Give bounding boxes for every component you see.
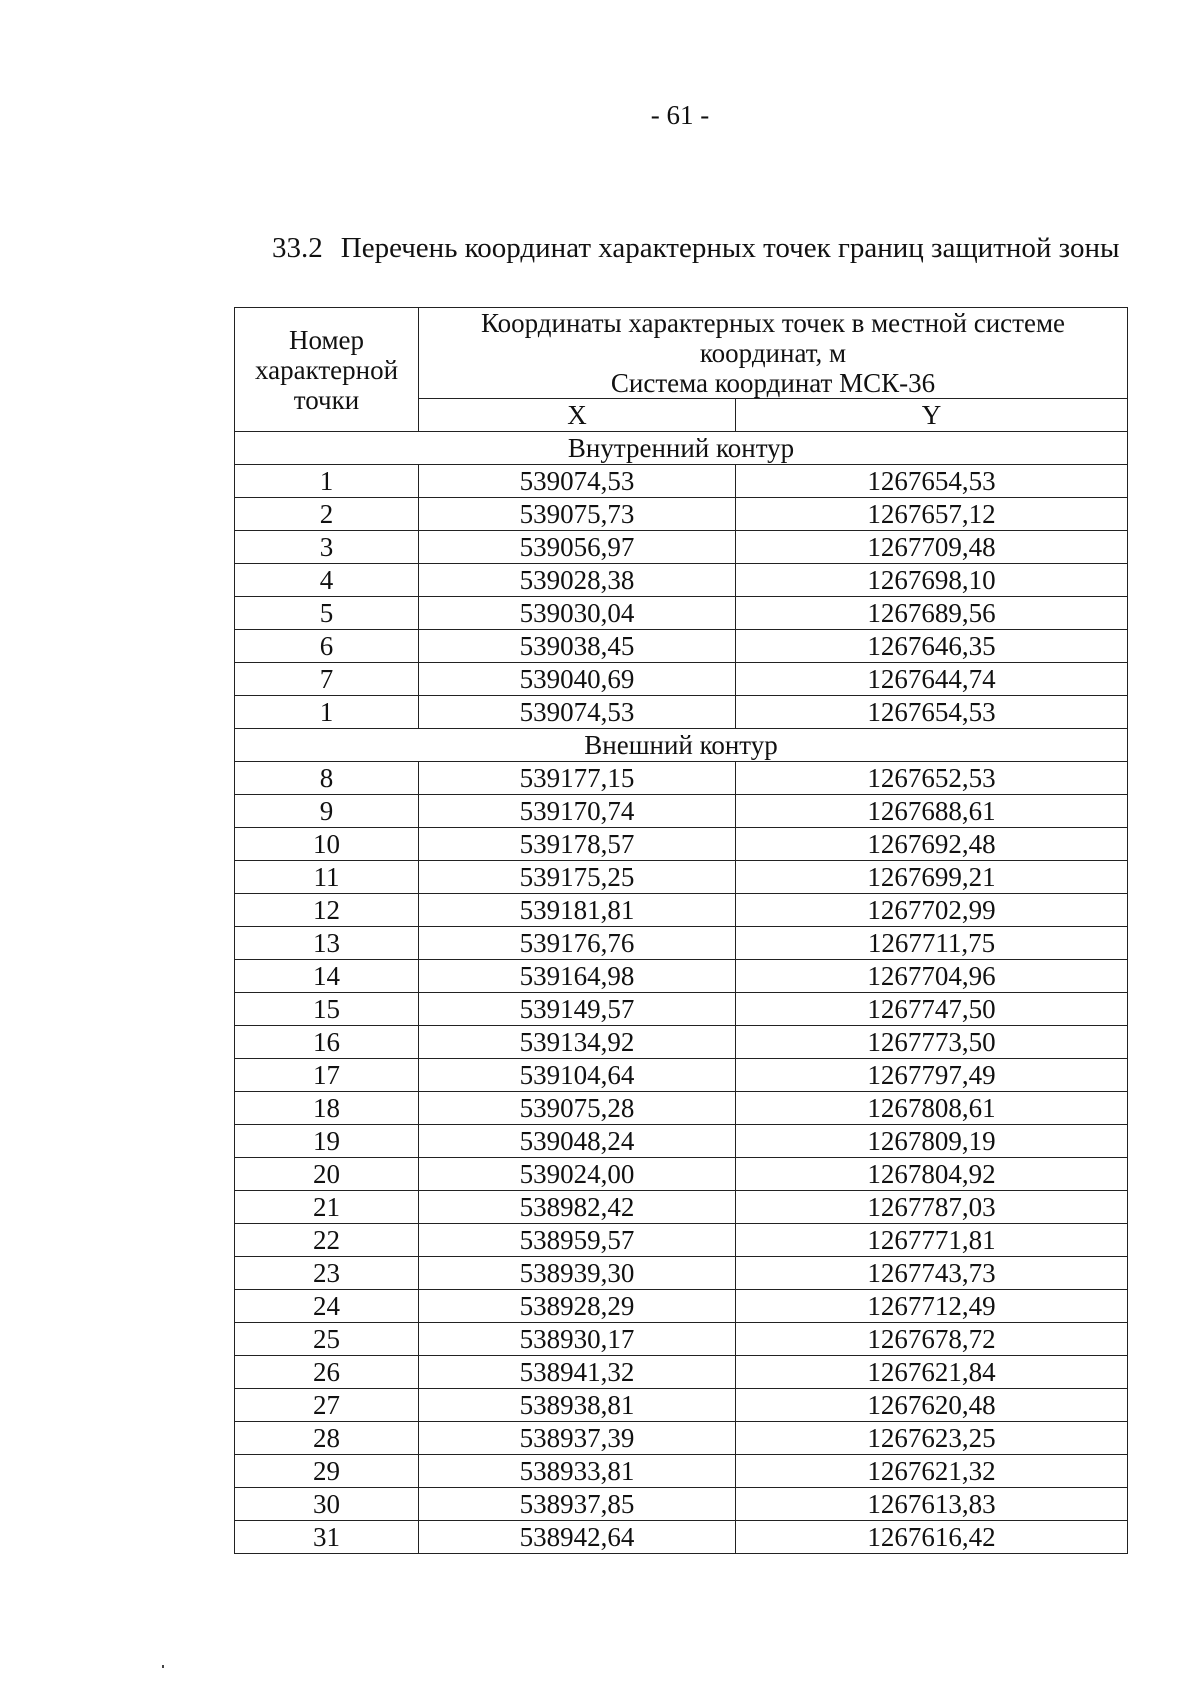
y-coordinate-cell: 1267652,53 <box>736 762 1128 795</box>
y-coordinate-cell: 1267616,42 <box>736 1521 1128 1554</box>
table-row <box>235 1389 1128 1422</box>
y-coordinate-cell: 1267804,92 <box>736 1158 1128 1191</box>
y-coordinate-cell: 1267702,99 <box>736 894 1128 927</box>
y-coordinate-cell: 1267709,48 <box>736 531 1128 564</box>
x-coordinate-cell: 539056,97 <box>419 531 736 564</box>
y-coordinate-cell: 1267654,53 <box>736 465 1128 498</box>
table-row <box>235 1488 1128 1521</box>
point-number-cell: 14 <box>235 960 419 993</box>
table-row <box>235 1125 1128 1158</box>
y-coordinate-cell: 1267657,12 <box>736 498 1128 531</box>
y-coordinate-cell: 1267623,25 <box>736 1422 1128 1455</box>
y-coordinate-cell: 1267620,48 <box>736 1389 1128 1422</box>
table-row <box>235 795 1128 828</box>
x-coordinate-cell: 539170,74 <box>419 795 736 828</box>
x-coordinate-cell: 539181,81 <box>419 894 736 927</box>
coordinates-title: Координаты характерных точек в местной системе координат, м <box>480 308 1066 368</box>
table-row <box>235 564 1128 597</box>
point-number-cell: 16 <box>235 1026 419 1059</box>
y-coordinate-cell: 1267743,73 <box>736 1257 1128 1290</box>
y-coordinate-cell: 1267712,49 <box>736 1290 1128 1323</box>
point-number-cell: 11 <box>235 861 419 894</box>
table-row <box>235 531 1128 564</box>
table-row <box>235 1257 1128 1290</box>
coordinates-table <box>234 307 1128 1554</box>
x-coordinate-cell: 538982,42 <box>419 1191 736 1224</box>
y-column-header: Y <box>736 399 1128 432</box>
point-number-cell: 27 <box>235 1389 419 1422</box>
section-title: Перечень координат характерных точек границ защитной зоны <box>340 232 1120 264</box>
point-number-cell: 24 <box>235 1290 419 1323</box>
x-coordinate-cell: 539028,38 <box>419 564 736 597</box>
point-number-cell: 31 <box>235 1521 419 1554</box>
y-coordinate-cell: 1267692,48 <box>736 828 1128 861</box>
y-coordinate-cell: 1267621,32 <box>736 1455 1128 1488</box>
point-number-cell: 21 <box>235 1191 419 1224</box>
point-number-cell: 20 <box>235 1158 419 1191</box>
point-number-cell: 9 <box>235 795 419 828</box>
scan-mark <box>162 1665 164 1668</box>
x-coordinate-cell: 538941,32 <box>419 1356 736 1389</box>
section-number: 33.2 <box>272 232 323 264</box>
table-row <box>235 597 1128 630</box>
x-column-header: X <box>419 399 736 432</box>
y-coordinate-cell: 1267771,81 <box>736 1224 1128 1257</box>
table-row <box>235 1455 1128 1488</box>
table-row <box>235 927 1128 960</box>
table-row <box>235 993 1128 1026</box>
y-coordinate-cell: 1267698,10 <box>736 564 1128 597</box>
table-row <box>235 1059 1128 1092</box>
table-row <box>235 1224 1128 1257</box>
y-coordinate-cell: 1267808,61 <box>736 1092 1128 1125</box>
table-row <box>235 1158 1128 1191</box>
y-coordinate-cell: 1267678,72 <box>736 1323 1128 1356</box>
x-coordinate-cell: 539104,64 <box>419 1059 736 1092</box>
section-row-title: Внешний контур <box>235 729 1128 762</box>
point-number-cell: 17 <box>235 1059 419 1092</box>
x-coordinate-cell: 538942,64 <box>419 1521 736 1554</box>
x-coordinate-cell: 539038,45 <box>419 630 736 663</box>
x-coordinate-cell: 538959,57 <box>419 1224 736 1257</box>
point-number-cell: 6 <box>235 630 419 663</box>
y-coordinate-cell: 1267654,53 <box>736 696 1128 729</box>
x-coordinate-cell: 539178,57 <box>419 828 736 861</box>
section-heading <box>272 232 1119 265</box>
table-row <box>235 630 1128 663</box>
point-number-cell: 29 <box>235 1455 419 1488</box>
coordinates-table-body <box>235 432 1128 1554</box>
table-row <box>235 1422 1128 1455</box>
x-coordinate-cell: 538928,29 <box>419 1290 736 1323</box>
x-coordinate-cell: 539164,98 <box>419 960 736 993</box>
y-coordinate-cell: 1267773,50 <box>736 1026 1128 1059</box>
x-coordinate-cell: 539024,00 <box>419 1158 736 1191</box>
point-number-cell: 4 <box>235 564 419 597</box>
table-row <box>235 1323 1128 1356</box>
y-coordinate-cell: 1267621,84 <box>736 1356 1128 1389</box>
y-coordinate-cell: 1267797,49 <box>736 1059 1128 1092</box>
x-coordinate-cell: 538937,85 <box>419 1488 736 1521</box>
y-coordinate-cell: 1267644,74 <box>736 663 1128 696</box>
x-coordinate-cell: 539048,24 <box>419 1125 736 1158</box>
y-coordinate-cell: 1267646,35 <box>736 630 1128 663</box>
point-number-cell: 5 <box>235 597 419 630</box>
table-row <box>235 828 1128 861</box>
y-coordinate-cell: 1267711,75 <box>736 927 1128 960</box>
x-coordinate-cell: 539075,73 <box>419 498 736 531</box>
point-number-cell: 3 <box>235 531 419 564</box>
x-coordinate-cell: 539040,69 <box>419 663 736 696</box>
table-row <box>235 498 1128 531</box>
point-number-cell: 13 <box>235 927 419 960</box>
point-number-cell: 12 <box>235 894 419 927</box>
point-number-cell: 15 <box>235 993 419 1026</box>
table-row <box>235 663 1128 696</box>
point-number-cell: 10 <box>235 828 419 861</box>
point-number-cell: 30 <box>235 1488 419 1521</box>
section-row-title: Внутренний контур <box>235 432 1128 465</box>
x-coordinate-cell: 539176,76 <box>419 927 736 960</box>
coordinate-system: Система координат МСК-36 <box>610 368 936 398</box>
table-row <box>235 960 1128 993</box>
x-coordinate-cell: 539074,53 <box>419 696 736 729</box>
point-number-cell: 28 <box>235 1422 419 1455</box>
x-coordinate-cell: 538938,81 <box>419 1389 736 1422</box>
coordinates-header <box>419 308 1128 399</box>
point-number-cell: 25 <box>235 1323 419 1356</box>
table-row <box>235 1092 1128 1125</box>
x-coordinate-cell: 538939,30 <box>419 1257 736 1290</box>
table-row <box>235 1521 1128 1554</box>
point-number-header: Номер характерной точки <box>235 308 419 432</box>
y-coordinate-cell: 1267747,50 <box>736 993 1128 1026</box>
y-coordinate-cell: 1267787,03 <box>736 1191 1128 1224</box>
x-coordinate-cell: 538933,81 <box>419 1455 736 1488</box>
section-row <box>235 729 1128 762</box>
table-row <box>235 465 1128 498</box>
x-coordinate-cell: 538937,39 <box>419 1422 736 1455</box>
point-number-cell: 8 <box>235 762 419 795</box>
point-number-cell: 1 <box>235 465 419 498</box>
point-number-cell: 2 <box>235 498 419 531</box>
section-row <box>235 432 1128 465</box>
x-coordinate-cell: 539074,53 <box>419 465 736 498</box>
table-row <box>235 696 1128 729</box>
y-coordinate-cell: 1267688,61 <box>736 795 1128 828</box>
point-number-cell: 7 <box>235 663 419 696</box>
x-coordinate-cell: 539030,04 <box>419 597 736 630</box>
y-coordinate-cell: 1267809,19 <box>736 1125 1128 1158</box>
y-coordinate-cell: 1267689,56 <box>736 597 1128 630</box>
point-number-cell: 23 <box>235 1257 419 1290</box>
x-coordinate-cell: 539075,28 <box>419 1092 736 1125</box>
table-row <box>235 1191 1128 1224</box>
point-number-cell: 19 <box>235 1125 419 1158</box>
point-number-cell: 18 <box>235 1092 419 1125</box>
y-coordinate-cell: 1267699,21 <box>736 861 1128 894</box>
y-coordinate-cell: 1267613,83 <box>736 1488 1128 1521</box>
page-number: - 61 - <box>650 100 710 130</box>
table-row <box>235 1290 1128 1323</box>
table-row <box>235 1026 1128 1059</box>
x-coordinate-cell: 539175,25 <box>419 861 736 894</box>
x-coordinate-cell: 539177,15 <box>419 762 736 795</box>
table-row <box>235 762 1128 795</box>
point-number-cell: 22 <box>235 1224 419 1257</box>
y-coordinate-cell: 1267704,96 <box>736 960 1128 993</box>
table-row <box>235 894 1128 927</box>
point-number-cell: 26 <box>235 1356 419 1389</box>
x-coordinate-cell: 539149,57 <box>419 993 736 1026</box>
table-row <box>235 861 1128 894</box>
point-number-cell: 1 <box>235 696 419 729</box>
x-coordinate-cell: 539134,92 <box>419 1026 736 1059</box>
x-coordinate-cell: 538930,17 <box>419 1323 736 1356</box>
table-row <box>235 1356 1128 1389</box>
